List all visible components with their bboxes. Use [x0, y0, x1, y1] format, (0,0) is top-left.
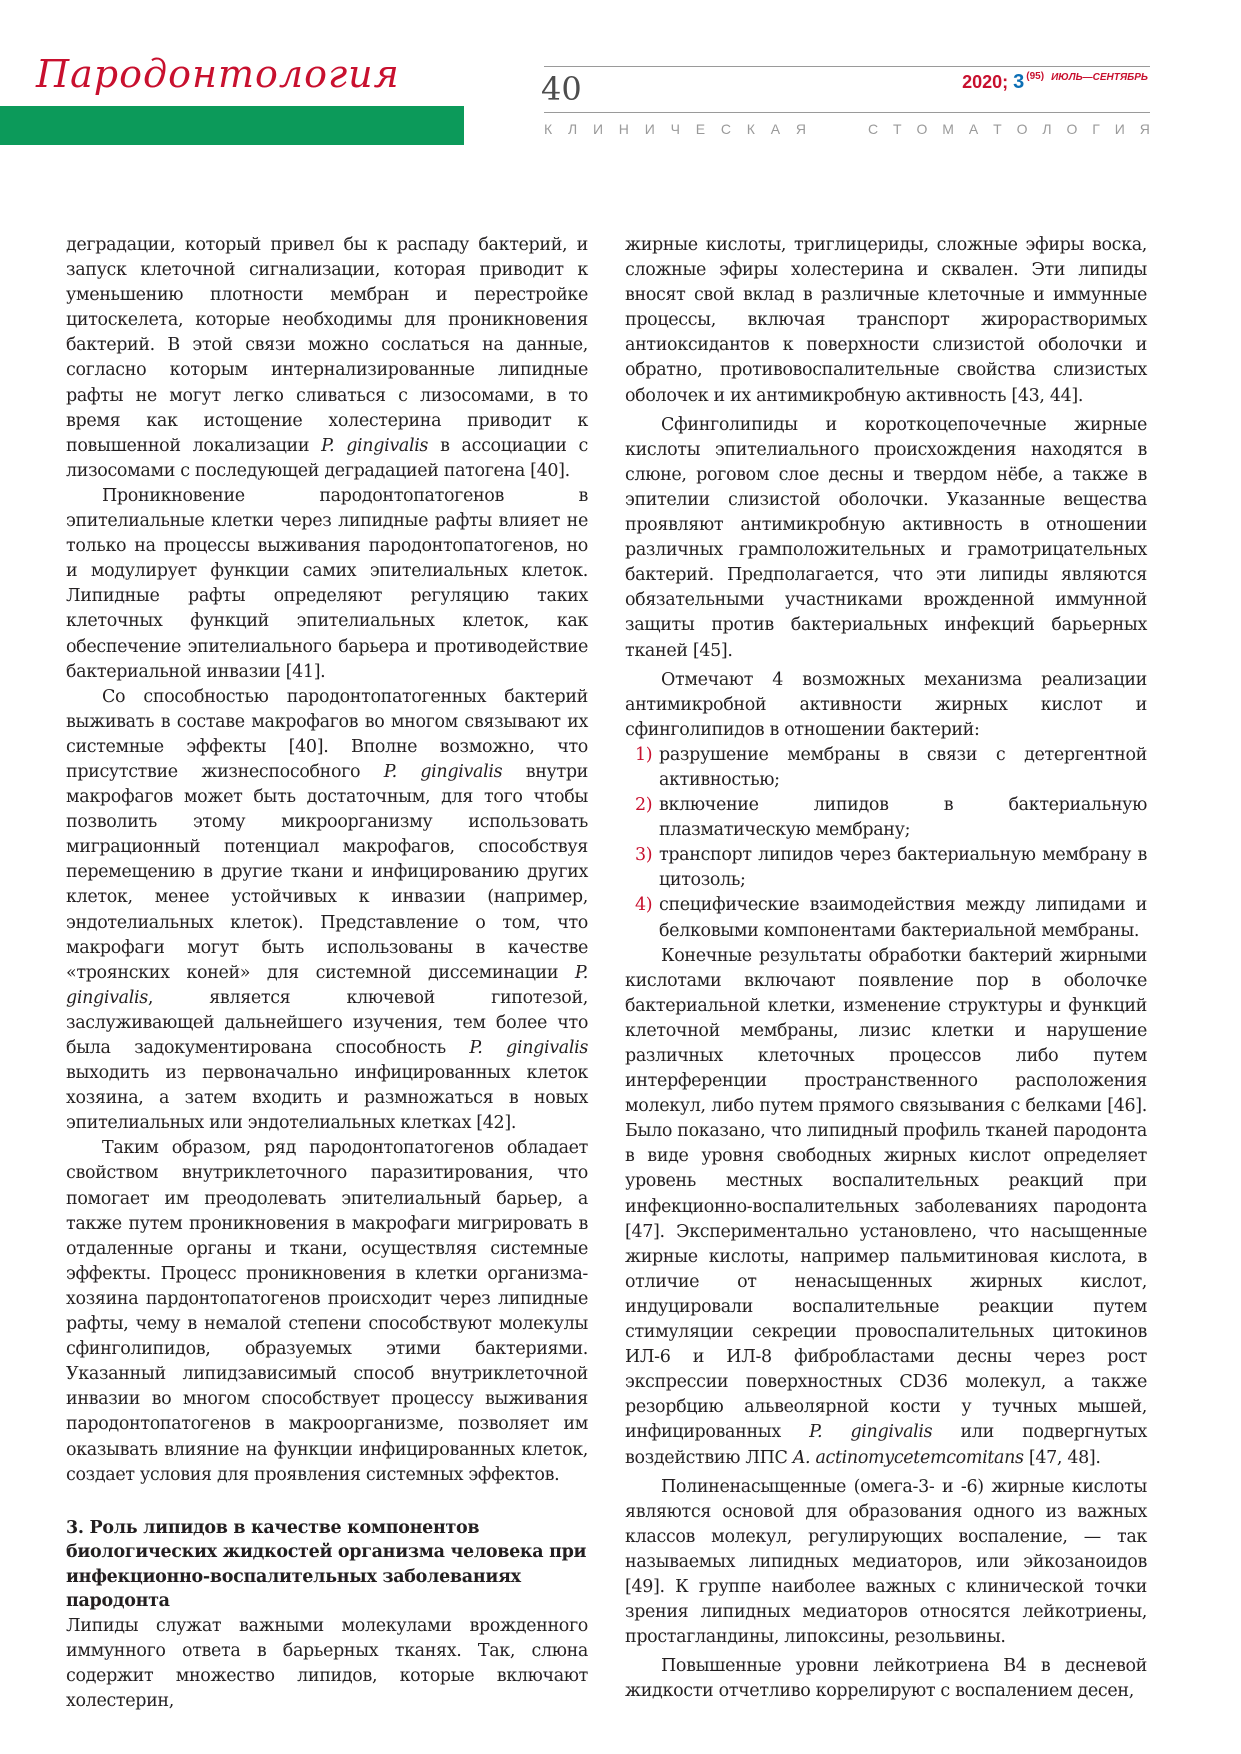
list-text: транспорт липидов через бактериальную мембрану в цитозоль;	[659, 845, 1147, 891]
paragraph: Повышенные уровни лейкотриена B4 в десневой жидкости отчетливо коррелируют с воспалением десен,	[625, 1656, 1147, 1702]
right-column	[625, 233, 1147, 1704]
list-item	[625, 743, 1147, 793]
paragraph: Конечные результаты обработки бактерий жирными кислотами включают появление пор в оболочке бактериальной клетки, изменение структуры и функций клеточной мембраны, лизис клетки и нарушение различных клеточных процессов либо путем интерференции пространственного расположения молекул, либо путем прямого связывания с белками [46]. Было показано, что липидный профиль тканей пародонта в виде уровня свободных жирных кислот определяет уровень местных воспалительных реакций при инфекционно-воспалительных заболеваниях пародонта [47]. Экспериментально установлено, что насыщенные жирные кислоты, например пальмитиновая кислота, в отличие от ненасыщенных жирных кислот, индуцировали воспалительные реакции путем стимуляции секреции провоспалительных цитокинов ИЛ-6 и ИЛ-8 фибробластами десны через рост экспрессии поверхностных CD36 молекул, а также резорбцию альвеолярной кости у тучных мышей, инфицированных P. gingivalis или подвергнутых воздействию ЛПС A. actinomycetemcomitans [47, 48].	[625, 945, 1147, 1468]
issue-info	[962, 71, 1148, 94]
journal-name	[544, 121, 1150, 141]
species-name: P. gingivalis	[809, 1422, 933, 1443]
list-number: 3)	[635, 845, 653, 866]
paragraph: Полиненасыщенные (омега-3- и -6) жирные кислоты являются основой для образования одного из важных классов молекул, регулирующих воспаление, — так называемых липидных медиаторов, или эйкозаноидов [49]. К группе наиболее важных с клинической точки зрения липидных медиаторов относятся лейкотриены, простагландины, липоксины, резольвины.	[625, 1476, 1147, 1648]
list-item	[625, 843, 1147, 893]
paragraph: Липиды служат важными молекулами врожденного иммунного ответа в барьерных тканях. Так, слюна содержит множество липидов, которые включают холестерин,	[66, 1616, 588, 1712]
list-item	[625, 893, 1147, 943]
header-rule-top	[544, 66, 1150, 67]
paragraph: деградации, который привел бы к распаду бактерий, и запуск клеточной сигнализации, которая приводит к уменьшению плотности мембран и перестройке цитоскелета, которые необходимы для проникновения бактерий. В этой связи можно сослаться на данные, согласно которым интернализированные липидные рафты не могут легко сливаться с лизосомами, в то время как истощение холестерина приводит к повышенной локализации P. gingivalis в ассоциации с лизосомами с последующей деградацией патогена [40].	[66, 235, 588, 481]
journal-word-1: К Л И Н И Ч Е С К А Я	[544, 121, 806, 137]
paragraph: Таким образом, ряд пародонтопатогенов обладает свойством внутриклеточного паразитирования, что помогает им преодолевать эпителиальный барьер, а также путем проникновения в макрофаги мигрировать в отдаленные органы и ткани, осуществляя системные эффекты. Процесс проникновения в клетки организма-хозяина пардонтопатогенов происходит через липидные рафты, чему в немалой степени способствуют молекулы сфинголипидов, образуемых этими бактериями. Указанный липидзависимый способ внутриклеточной инвазии во многом способствует процессу выживания пародонтопатогенов в макроорганизме, позволяет им оказывать влияние на функции инфицированных клеток, создает условия для проявления системных эффектов.	[66, 1138, 588, 1485]
list-text: включение липидов в бактериальную плазматическую мембрану;	[659, 795, 1147, 841]
list-item	[625, 793, 1147, 843]
species-name: P. gingivalis	[383, 761, 503, 782]
paragraph: жирные кислоты, триглицериды, сложные эфиры воска, сложные эфиры холестерина и сквален. Эти липиды вносят свой вклад в различные клеточные и иммунные процессы, включая транспорт жирорастворимых антиоксидантов к поверхности слизистой оболочки и обратно, противовоспалительные свойства слизистых оболочек и их антимикробную активность [43, 44].	[625, 235, 1147, 406]
paragraph: Со способностью пародонтопатогенных бактерий выживать в составе макрофагов во многом связывают их системные эффекты [40]. Вполне возможно, что присутствие жизнеспособного P. gingivalis внутри макрофагов может быть достаточным, для того чтобы позволить этому микроорганизму использовать миграционный потенциал макрофагов, способствуя перемещению в другие ткани и инфицированию других клеток, менее устойчивых к инвазии (например, эндотелиальных клеток). Представление о том, что макрофаги могут быть использованы в качестве «троянских коней» для системной диссеминации P. gingivalis, является ключевой гипотезой, заслуживающей дальнейшего изучения, тем более что была задокументирована способность P. gingivalis выходить из первоначально инфицированных клеток хозяина, а затем входить и размножаться в новых эпителиальных или эндотелиальных клетках [42].	[66, 686, 588, 1134]
species-name: P. gingivalis	[469, 1038, 588, 1058]
list-text: разрушение мембраны в связи с детергентной активностью;	[659, 744, 1147, 790]
mechanism-list	[625, 743, 1147, 944]
list-number: 1)	[635, 744, 653, 765]
list-number: 2)	[635, 795, 653, 816]
left-column	[66, 233, 588, 1714]
list-number: 4)	[635, 895, 653, 916]
species-name: P. gingivalis	[66, 962, 588, 1008]
journal-word-2: С Т О М А Т О Л О Г И Я	[868, 121, 1150, 137]
species-name: A. actinomycetemcomitans	[792, 1447, 1024, 1468]
issue-total: (95)	[1026, 71, 1045, 82]
species-name: P. gingivalis	[321, 435, 429, 456]
page-number: 40	[541, 70, 582, 108]
section-color-band	[0, 106, 464, 145]
issue-number: 3	[1013, 71, 1025, 93]
issue-period: ИЮЛЬ—СЕНТЯБРЬ	[1051, 72, 1148, 83]
section-heading: 3. Роль липидов в качестве компонентов биологических жидкостей организма человека при инфекционно-воспалительных заболеваниях пародонта	[66, 1517, 587, 1612]
list-text: специфические взаимодействия между липидами и белковыми компонентами бактериальной мембраны.	[659, 895, 1147, 941]
paragraph: Отмечают 4 возможных механизма реализации антимикробной активности жирных кислот и сфинголипидов в отношении бактерий:	[625, 669, 1147, 740]
paragraph: Проникновение пародонтопатогенов в эпителиальные клетки через липидные рафты влияет не только на процессы выживания пародонтопатогенов, но и модулирует функции самих эпителиальных клеток. Липидные рафты определяют регуляцию таких клеточных функций эпителиальных клеток, как обеспечение эпителиального барьера и противодействие бактериальной инвазии [41].	[66, 485, 588, 682]
header-rule-bottom	[544, 112, 1150, 113]
section-title: Пародонтология	[36, 52, 400, 96]
issue-year: 2020;	[962, 72, 1009, 92]
paragraph: Сфинголипиды и короткоцепочечные жирные кислоты эпителиального происхождения находятся в слюне, роговом слое десны и твердом нёбе, а также в эпителии слизистой оболочки. Указанные вещества проявляют антимикробную активность в отношении различных грамположительных и грамотрицательных бактерий. Предполагается, что эти липиды являются обязательными участниками врожденной иммунной защиты против бактериальных инфекций барьерных тканей [45].	[625, 414, 1147, 661]
